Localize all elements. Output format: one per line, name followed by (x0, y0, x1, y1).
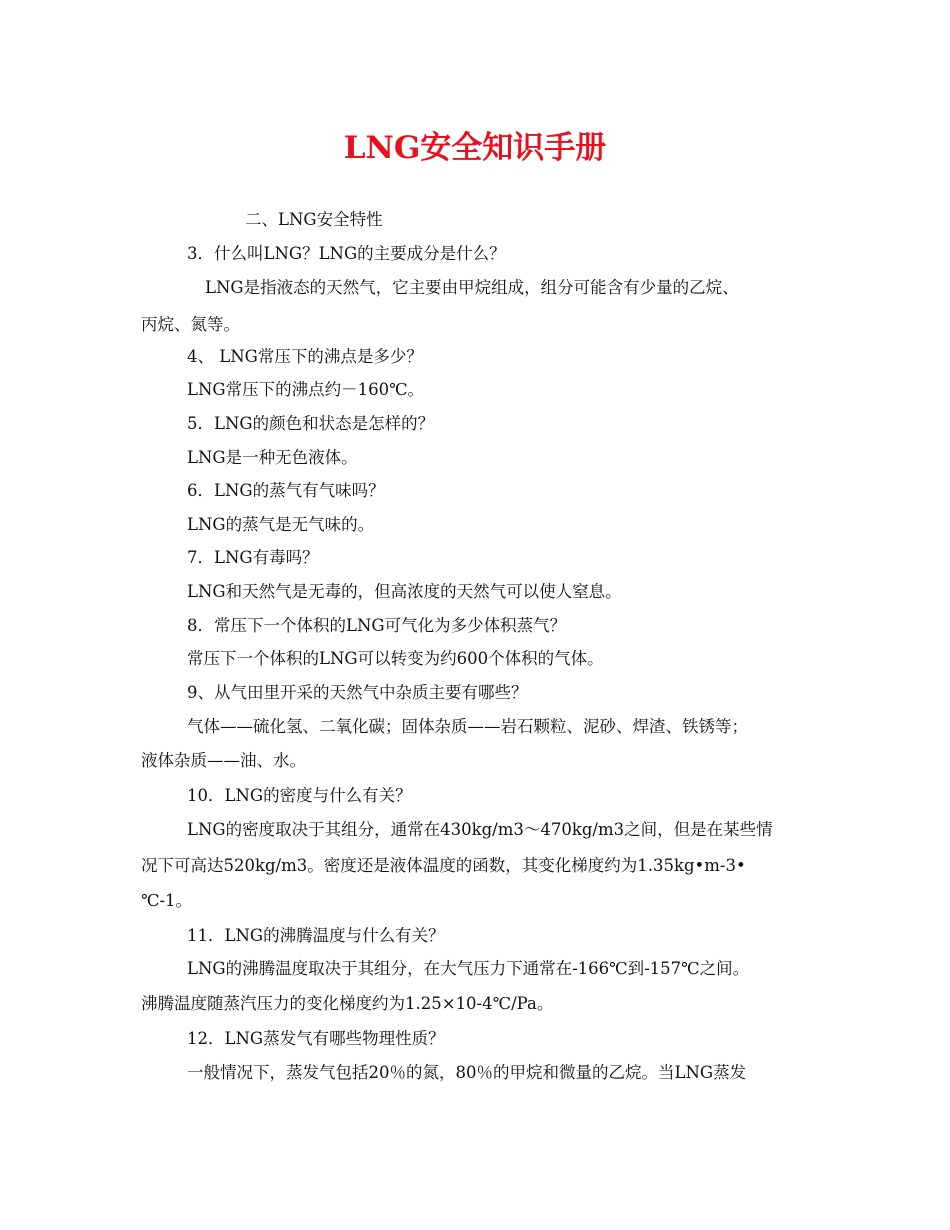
question-10: 10．LNG的密度与什么有关？ (187, 786, 412, 805)
question-9: 9、从气田里开采的天然气中杂质主要有哪些？ (187, 683, 528, 702)
section-heading: 二、LNG安全特性 (245, 210, 383, 229)
answer-10-line-3: ℃-1。 (141, 891, 193, 910)
answer-9-line-1: 气体——硫化氢、二氧化碳；固体杂质——岩石颗粒、泥砂、焊渣、铁锈等； (187, 717, 748, 736)
answer-4: LNG常压下的沸点约－160℃。 (187, 380, 425, 399)
answer-11-line-1: LNG的沸腾温度取决于其组分，在大气压力下通常在-166℃到-157℃之间。 (187, 959, 750, 978)
answer-7: LNG和天然气是无毒的，但高浓度的天然气可以使人窒息。 (187, 582, 622, 601)
answer-12-line-1: 一般情况下，蒸发气包括20％的氮，80％的甲烷和微量的乙烷。当LNG蒸发 (187, 1063, 747, 1082)
answer-6: LNG的蒸气是无气味的。 (187, 515, 375, 534)
question-5: 5．LNG的颜色和状态是怎样的？ (187, 414, 435, 433)
document-title: LNG安全知识手册 (343, 130, 607, 166)
question-8: 8．常压下一个体积的LNG可气化为多少体积蒸气？ (187, 616, 567, 635)
answer-11-line-2: 沸腾温度随蒸汽压力的变化梯度约为1.25×10-4℃/Pa。 (141, 994, 554, 1013)
answer-10-line-2: 况下可高达520kg/m3。密度还是液体温度的函数，其变化梯度约为1.35kg•m-3• (141, 856, 746, 875)
answer-3-line-2: 丙烷、氮等。 (141, 315, 240, 334)
answer-3-line-1: LNG是指液态的天然气，它主要由甲烷组成，组分可能含有少量的乙烷、 (205, 278, 739, 297)
question-12: 12．LNG蒸发气有哪些物理性质？ (187, 1029, 445, 1048)
answer-9-line-2: 液体杂质——油、水。 (141, 751, 306, 770)
answer-8: 常压下一个体积的LNG可以转变为约600个体积的气体。 (187, 649, 604, 668)
answer-5: LNG是一种无色液体。 (187, 448, 358, 467)
answer-10-line-1: LNG的密度取决于其组分，通常在430kg/m3～470kg/m3之间，但是在某些情 (187, 820, 773, 839)
question-3: 3．什么叫LNG？LNG的主要成分是什么？ (187, 244, 506, 263)
question-4: 4、 LNG常压下的沸点是多少？ (187, 347, 423, 366)
question-6: 6．LNG的蒸气有气味吗？ (187, 481, 385, 500)
question-11: 11．LNG的沸腾温度与什么有关？ (187, 926, 445, 945)
question-7: 7．LNG有毒吗？ (187, 548, 319, 567)
